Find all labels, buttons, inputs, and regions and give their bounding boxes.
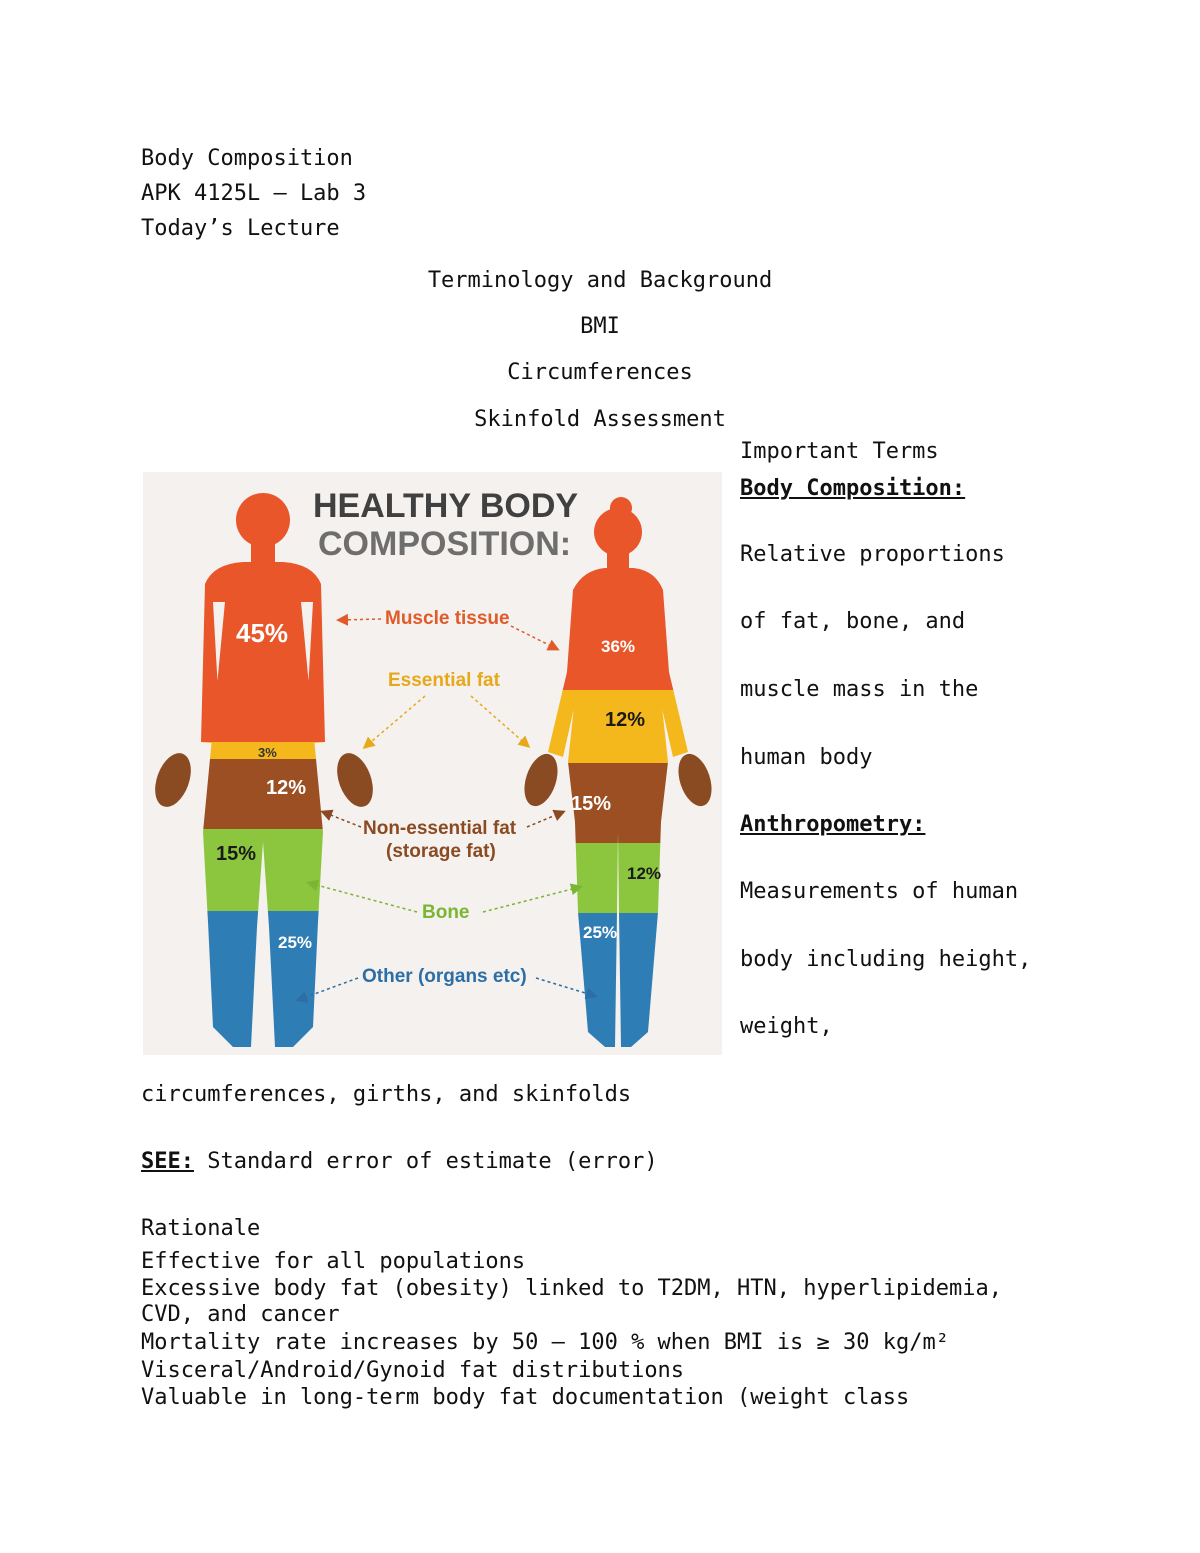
figure-title-line2: COMPOSITION: <box>318 525 572 563</box>
term-see: SEE: <box>141 1149 194 1174</box>
rationale-line: Visceral/Android/Gynoid fat distributions <box>141 1358 685 1383</box>
outline-item: Skinfold Assessment <box>474 407 726 432</box>
definition-line: weight, <box>740 1014 833 1039</box>
definition-line: of fat, bone, and <box>740 609 966 634</box>
term-anthropometry: Anthropometry: <box>740 812 926 837</box>
outline-item: Terminology and Background <box>427 268 773 293</box>
definition-line: muscle mass in the <box>740 677 979 702</box>
rationale-heading: Rationale <box>141 1216 261 1241</box>
label-storage-fat: (storage fat) <box>386 841 496 862</box>
course-code: APK 4125L – Lab 3 <box>141 181 367 206</box>
female-muscle-pct: 36% <box>601 637 636 656</box>
healthy-body-composition-figure <box>143 472 722 1055</box>
label-essential-fat: Essential fat <box>388 670 500 691</box>
male-other-pct: 25% <box>278 933 313 952</box>
document-title: Body Composition <box>141 146 353 171</box>
see-text: Standard error of estimate (error) <box>193 1149 658 1174</box>
female-essential-pct: 12% <box>605 709 646 731</box>
male-essential-pct: 3% <box>258 745 277 760</box>
male-muscle-pct: 45% <box>236 618 289 648</box>
see-definition <box>141 1149 658 1174</box>
female-nonessential-pct: 15% <box>571 793 612 815</box>
figure-title-line1: HEALTHY BODY <box>313 487 579 525</box>
male-nonessential-pct: 12% <box>266 777 307 799</box>
rationale-line: CVD, and cancer <box>141 1302 340 1327</box>
label-nonessential-fat: Non-essential fat <box>363 818 517 839</box>
terms-heading: Important Terms <box>740 439 939 464</box>
definition-line: body including height, <box>740 947 1032 972</box>
definition-continued: circumferences, girths, and skinfolds <box>141 1082 632 1107</box>
male-bone-pct: 15% <box>216 843 257 865</box>
female-bone-pct: 12% <box>627 864 662 883</box>
rationale-line: Effective for all populations <box>141 1249 526 1274</box>
outline-item: BMI <box>580 314 620 339</box>
definition-line: Measurements of human <box>740 879 1019 904</box>
label-other-organs: Other (organs etc) <box>362 966 527 987</box>
term-body-composition: Body Composition: <box>740 476 966 501</box>
label-bone: Bone <box>422 902 470 923</box>
definition-line: Relative proportions <box>740 542 1005 567</box>
rationale-line: Mortality rate increases by 50 – 100 % when BMI is ≥ 30 kg/m² <box>141 1330 949 1355</box>
definition-line: human body <box>740 745 873 770</box>
rationale-line: Valuable in long-term body fat documentation (weight class <box>141 1385 910 1410</box>
lecture-label: Today’s Lecture <box>141 216 340 241</box>
outline-item: Circumferences <box>507 360 693 385</box>
label-muscle-tissue: Muscle tissue <box>385 608 510 629</box>
rationale-line: Excessive body fat (obesity) linked to T2DM, HTN, hyperlipidemia, <box>141 1276 1002 1301</box>
female-other-pct: 25% <box>583 923 618 942</box>
